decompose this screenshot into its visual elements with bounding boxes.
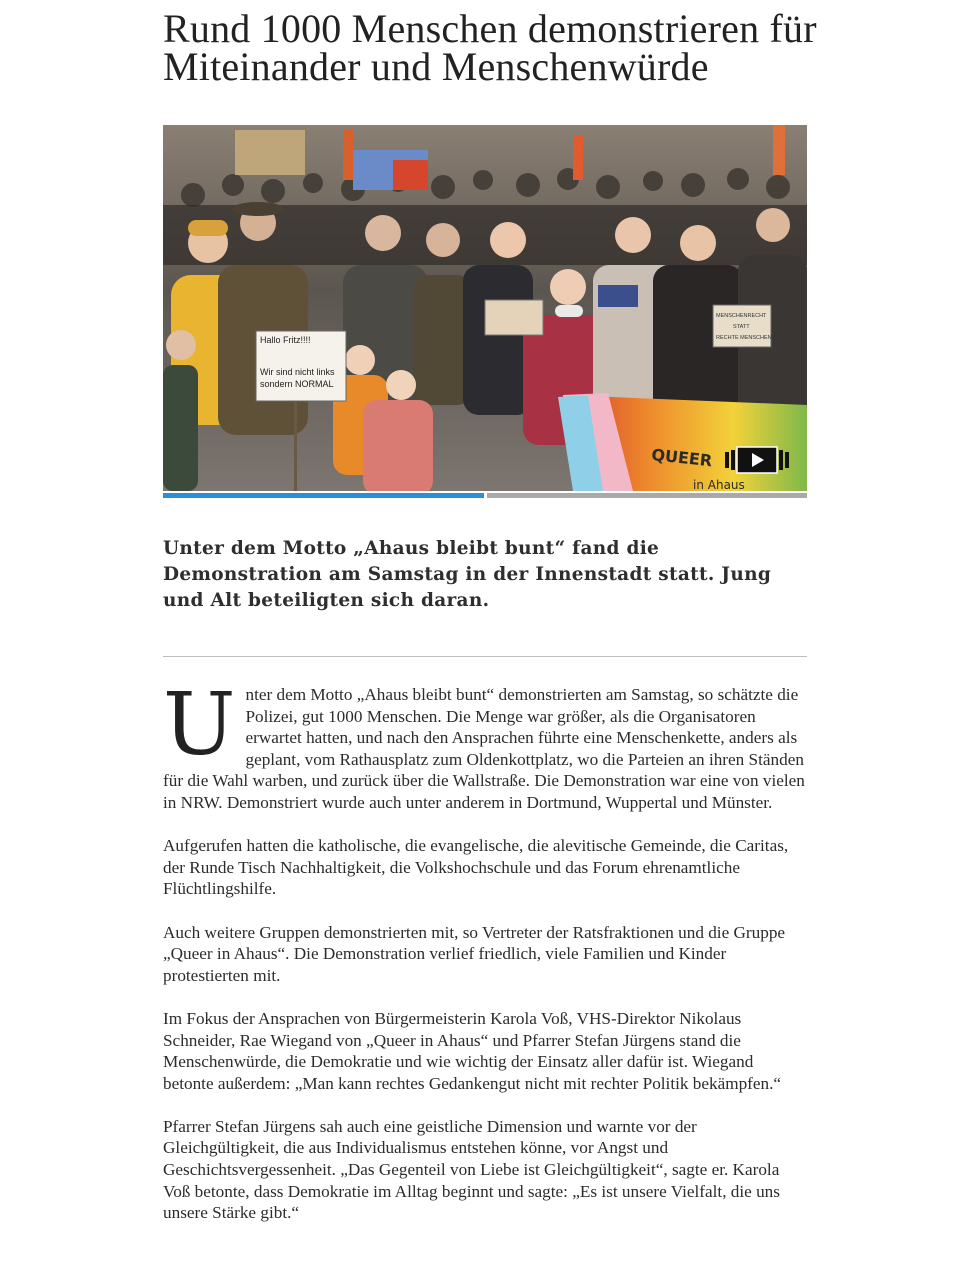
sign-right xyxy=(713,305,772,347)
dropcap: U xyxy=(163,675,236,775)
sign-right-line-3: RECHTE MENSCHEN xyxy=(716,335,772,341)
sign-left-line-1: Hallo Fritz!!!! xyxy=(260,335,311,345)
article-teaser: Unter dem Motto „Ahaus bleibt bunt“ fand die Demonstration am Samstag in der Innenstadt statt. Jung und Alt beteiligten sich daran. xyxy=(163,538,772,611)
divider xyxy=(163,656,807,657)
sign-left-line-3: sondern NORMAL xyxy=(260,379,334,389)
sign-left-line-2: Wir sind nicht links xyxy=(260,367,335,377)
article-body xyxy=(163,675,808,1245)
sign-right-line-2: STATT xyxy=(733,324,750,330)
paragraph-1 xyxy=(163,675,808,814)
demonstration-photo xyxy=(163,125,807,491)
banner-subtext: in Ahaus xyxy=(693,478,745,491)
headline-line-2: Miteinander und Menschenwürde xyxy=(163,44,709,89)
paragraph-4: Im Fokus der Ansprachen von Bürgermeisterin Karola Voß, VHS-Direktor Nikolaus Schneider, Rae Wiegand von „Queer in Ahaus“ und Pfarrer Stefan Jürgens stand die Menschenwürde, die Demokratie und wie wichtig der Einsatz aller dafür ist. Wiegand betonte außerdem: „Man kann rechtes Gedankengut nicht mit rechter Politik bekämpfen.“ xyxy=(163,1008,782,1093)
article-photo[interactable] xyxy=(163,125,807,491)
sign-right-line-1: MENSCHENRECHT xyxy=(716,313,767,319)
headline-line-1: Rund 1000 Menschen demonstrieren für xyxy=(163,6,817,51)
paragraph-3: Auch weitere Gruppen demonstrierten mit, so Vertreter der Ratsfraktionen und die Gruppe „Queer in Ahaus“. Die Demonstration verlief friedlich, viele Familien und Kinder protestierten mit. xyxy=(163,922,786,985)
gallery-progress-active[interactable] xyxy=(163,493,484,498)
paragraph-2: Aufgerufen hatten die katholische, die evangelische, die alevitische Gemeinde, die Caritas, der Runde Tisch Nachhaltigkeit, die Volkshochschule und das Forum ehrenamtliche Flüchtlingshilfe. xyxy=(163,836,789,899)
article-headline xyxy=(163,6,823,89)
paragraph-5: Pfarrer Stefan Jürgens sah auch eine geistliche Dimension und warnte vor der Gleichgültigkeit, die aus Individualismus entstehen könne, vor Angst und Geschichtsvergessenheit. „Das Gegenteil von Liebe ist Gleichgültigkeit“, sagte er. Karola Voß betonte, dass Demokratie im Alltag beginnt und sagte: „Es ist unsere Vielfalt, die uns unsere Stärke gibt.“ xyxy=(163,1116,780,1223)
gallery-progress-inactive[interactable] xyxy=(487,493,808,498)
play-icon[interactable] xyxy=(725,445,789,475)
banner-text: QUEER xyxy=(650,445,714,471)
paragraph-1-text: nter dem Motto „Ahaus bleibt bunt“ demonstrierten am Samstag, so schätzte die Polizei, gut 1000 Menschen. Die Menge war größer, als die Organisatoren erwartet hatten, und nach den Ansprachen führte eine Menschenkette, anders als geplant, vom Rathausplatz zum Oldenkottplatz, wo die Parteien an ihren Ständen für die Wahl warben, und zurück über die Wallstraße. Die Demonstration war eine von vielen in NRW. Demonstriert wurde auch unter anderem in Dortmund, Wuppertal und Münster. xyxy=(163,685,805,812)
gallery-progress[interactable] xyxy=(163,493,807,498)
queer-banner xyxy=(558,393,807,491)
